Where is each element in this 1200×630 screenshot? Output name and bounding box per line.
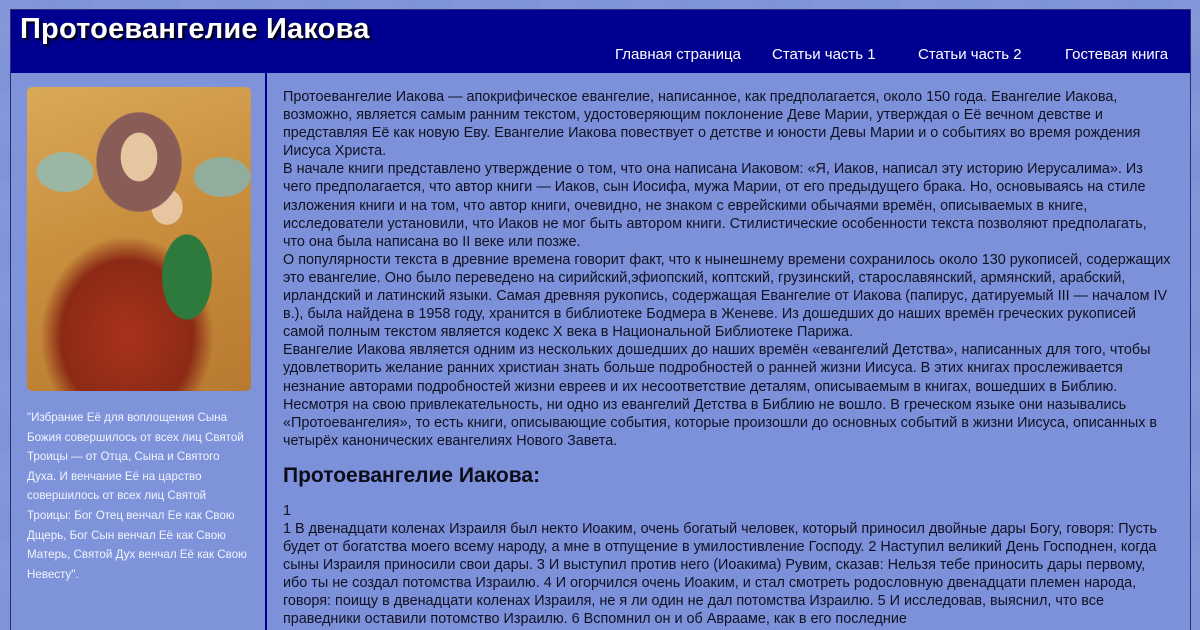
intro-paragraph: Протоевангелие Иакова — апокрифическое евангелие, написанное, как предполагается, около 150 года. Евангелие Иакова, возможно, является самым ранним текстом, удостоверяющим поклонение Деве Марии, утверждая о Её вечном девстве и представляя Её как новую Еву. Евангелие Иакова повествует о детстве и юности Девы Марии и о событиях во время рождения Иисуса Христа. — [283, 89, 1141, 160]
site-header — [11, 10, 1190, 73]
chapter-text: 1 В двенадцати коленах Израиля был некто Иоаким, очень богатый человек, который приносил двойные дары Богу, говоря: Пусть будет от богатства моего всему народу, а мне в отпущение в умилостивление Господу. 2 Наступил великий День Господнен, когда сыны Израиля приносили свои дары. 3 И выступил против него (Иоакима) Рувим, сказав: Нельзя тебе приносить дары первому, ибо ты не создал потомства Израилю. 4 И огорчился очень Иоаким, и стал смотреть родословную двенадцати племен народа, говоря: поищу в двенадцати коленах Израиля, не я ли один не дал потомства Израилю. 5 И исследовав, выяснил, что все праведники оставили потомство Израилю. 6 Вспомнил он и об Аврааме, как в его последние — [283, 520, 1157, 628]
intro-paragraph: В начале книги представлено утверждение о том, что она написана Иаковом: «Я, Иаков, написал эту историю Иерусалима». Из чего предполагается, что автор книги — Иаков, сын Иосифа, мужа Марии, от его предыдущего брака. Но, основываясь на стиле изложения книги и на том, что автор книги, очевидно, не знаком с еврейскими обычаями времён, описываемых в книге, исследователи установили, что Иаков не мог быть автором книги. Стилистические особенности текста позволяют предполагать, что она была написана во II веке или позже. — [283, 161, 1147, 250]
section-heading: Протоевангелие Иакова: — [283, 463, 541, 487]
site-title: Протоевангелие Иакова — [20, 13, 370, 45]
main-content — [269, 73, 1190, 630]
nav-link-home[interactable]: Главная страница — [615, 46, 741, 63]
intro-text — [283, 88, 1172, 450]
nav-link-articles-part-2[interactable]: Статьи часть 2 — [918, 46, 1022, 63]
page-container — [10, 9, 1191, 630]
intro-paragraph: Евангелие Иакова является одним из нескольких дошедших до наших времён «евангелий Детства», написанных для того, чтобы удовлетворить желание ранних христиан знать больше подробностей о ранней жизни Иисуса. В этих книгах прослеживается незнание авторами подробностей жизни евреев и их несоответствие деталям, описываемым в книгах, вошедших в Библию. Несмотря на свою привлекательность, ни одно из евангелий Детства в Библию не вошло. В греческом языке они назывались «Протоевангелия», то есть книги, описывающие события, которые произошли до основных событий в жизни Иисуса, описанных в четырёх канонических евангелиях Нового Завета. — [283, 342, 1158, 449]
nav-link-articles-part-1[interactable]: Статьи часть 1 — [772, 46, 876, 63]
chapter-number: 1 — [283, 502, 292, 519]
sidebar — [11, 73, 267, 630]
virgin-mary-icon-image — [27, 87, 251, 391]
intro-paragraph: О популярности текста в древние времена говорит факт, что к нынешнему времени сохранилось около 130 рукописей, содержащих это евангелие. Оно было переведено на сирийский,эфиопский, коптский, грузинский, старославянский, армянский, арабский, ирландский и латинский языки. Самая древняя рукопись, содержащая Евангелие от Иакова (папирус, датируемый III — началом IV в.), была найдена в 1958 году, хранится в библиотеке Бодмера в Женеве. Из дошедших до наших времён греческих рукописей самой полным текстом является кодекс X века в Национальной Библиотеке Парижа. — [283, 251, 1171, 341]
nav-link-guestbook[interactable]: Гостевая книга — [1065, 46, 1169, 63]
sidebar-caption: "Избрание Её для воплощения Сына Божия совершилось от всех лиц Святой Троицы — от Отца, Сына и Святого Духа. И венчание Её на царство совершилось от всех лиц Святой Троицы: Бог Отец венчал Ее как Свою Дщерь, Бог Сын венчал Её как Свою Матерь, Святой Дух венчал Её как Свою Невесту". — [27, 411, 247, 581]
